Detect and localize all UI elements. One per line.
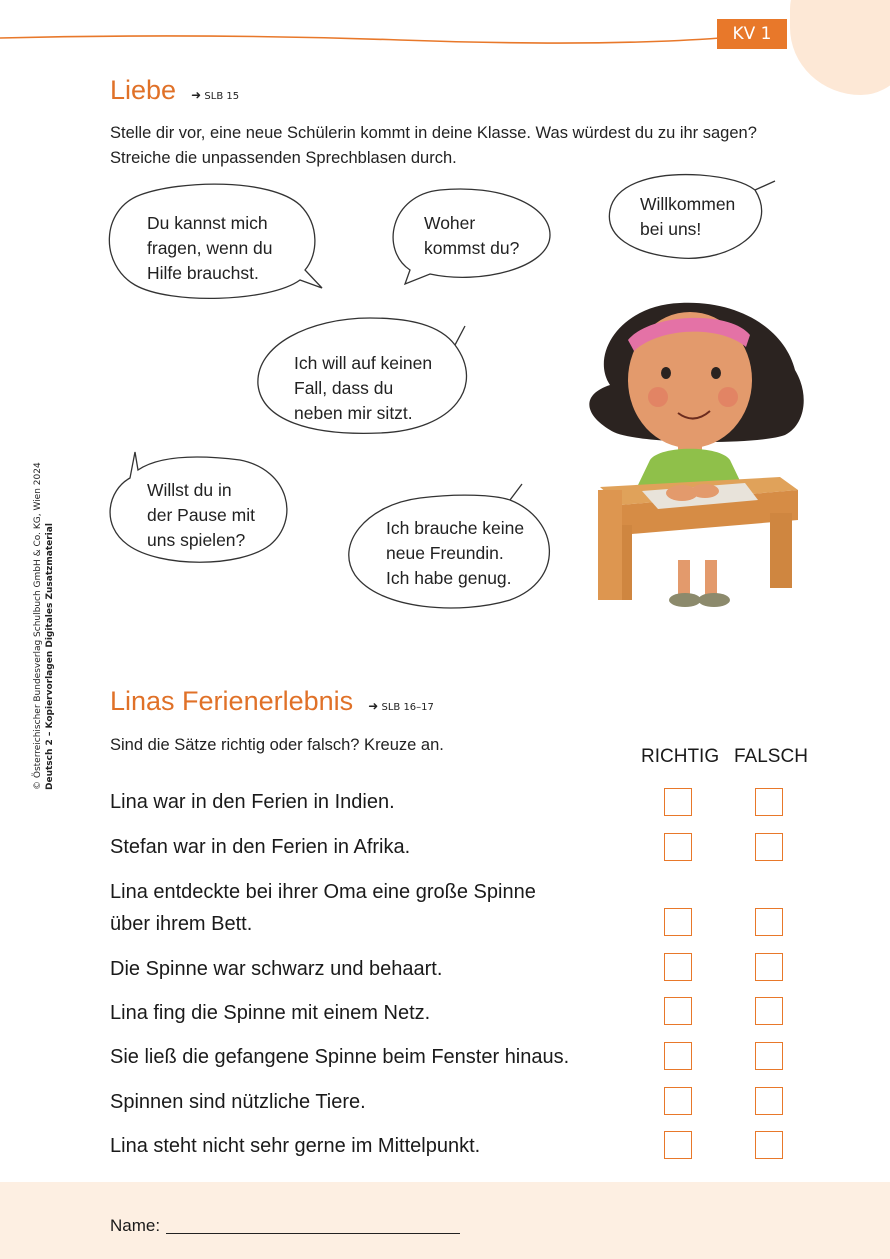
checkbox-richtig-3[interactable] (664, 908, 692, 936)
bubble-line: Ich brauche keine (386, 518, 525, 538)
checkbox-falsch-3[interactable] (755, 908, 783, 936)
statement-line: Die Spinne war schwarz und behaart. (110, 958, 443, 980)
column-header-falsch: FALSCH (734, 746, 808, 767)
column-header-richtig: RICHTIG (641, 746, 720, 767)
statement-line: Spinnen sind nützliche Tiere. (110, 1091, 366, 1113)
girl-at-desk-illustration (570, 295, 830, 625)
checkbox-richtig-5[interactable] (664, 997, 692, 1025)
slb-ref-text: SLB 16–17 (381, 702, 434, 713)
statement-6 (110, 1041, 569, 1073)
checkbox-falsch-8[interactable] (755, 1131, 783, 1159)
statement-5 (110, 997, 430, 1029)
bubble-text-1 (147, 211, 273, 286)
bubble-text-6 (386, 516, 524, 591)
slb-ref-text: SLB 15 (204, 91, 240, 102)
copyright-line: © Österreichischer Bundesverlag Schulbuch GmbH & Co. KG, Wien 2024 (33, 462, 43, 790)
checkbox-richtig-7[interactable] (664, 1087, 692, 1115)
statement-line: Sie ließ die gefangene Spinne beim Fenster hinaus. (110, 1046, 570, 1068)
checkbox-falsch-7[interactable] (755, 1087, 783, 1115)
bubble-line: Willst du in (147, 480, 232, 500)
bubble-line: Du kannst mich (147, 213, 268, 233)
statement-line: Lina entdeckte bei ihrer Oma eine große Spinne (110, 881, 536, 903)
arrow-icon: ➜ (368, 699, 379, 713)
checkbox-falsch-4[interactable] (755, 953, 783, 981)
instruction-3: Sind die Sätze richtig oder falsch? Kreuze an. (110, 736, 444, 754)
section-ferien-heading (110, 686, 434, 717)
checkbox-falsch-6[interactable] (755, 1042, 783, 1070)
checkbox-falsch-1[interactable] (755, 788, 783, 816)
name-label: Name: (110, 1216, 161, 1235)
statement-line: Lina steht nicht sehr gerne im Mittelpunkt. (110, 1135, 481, 1157)
instruction-1: Stelle dir vor, eine neue Schülerin kommt in deine Klasse. Was würdest du zu ihr sagen? (110, 124, 757, 142)
instruction-2: Streiche die unpassenden Sprechblasen durch. (110, 149, 457, 167)
bubble-line: Ich will auf keinen (294, 353, 433, 373)
checkbox-richtig-6[interactable] (664, 1042, 692, 1070)
section-title: Linas Ferienerlebnis (110, 686, 354, 716)
statement-2 (110, 831, 410, 863)
statement-3 (110, 876, 536, 940)
bubble-text-5 (147, 478, 255, 553)
checkbox-richtig-4[interactable] (664, 953, 692, 981)
checkbox-falsch-5[interactable] (755, 997, 783, 1025)
name-input-line[interactable] (166, 1233, 460, 1234)
section-title: Liebe (110, 75, 177, 105)
checkbox-richtig-8[interactable] (664, 1131, 692, 1159)
slb-reference (368, 699, 434, 713)
bubble-line: uns spielen? (147, 530, 246, 550)
arrow-icon: ➜ (191, 88, 202, 102)
bubble-line: bei uns! (640, 219, 702, 239)
bubble-line: neue Freundin. (386, 543, 504, 563)
statement-8 (110, 1130, 480, 1162)
statement-4 (110, 953, 442, 985)
statement-line: über ihrem Bett. (110, 913, 253, 935)
statement-line: Stefan war in den Ferien in Afrika. (110, 836, 411, 858)
bubble-line: Fall, dass du (294, 378, 394, 398)
checkbox-richtig-1[interactable] (664, 788, 692, 816)
bubble-text-3 (640, 192, 735, 242)
bubble-line: Ich habe genug. (386, 568, 512, 588)
statement-7 (110, 1086, 366, 1118)
bubble-line: Hilfe brauchst. (147, 263, 259, 283)
bubble-line: Woher (424, 213, 476, 233)
worksheet-badge: KV 1 (717, 19, 787, 49)
statement-line: Lina fing die Spinne mit einem Netz. (110, 1002, 431, 1024)
checkbox-richtig-2[interactable] (664, 833, 692, 861)
bubble-line: neben mir sitzt. (294, 403, 413, 423)
bubble-line: Willkommen (640, 194, 736, 214)
statement-line: Lina war in den Ferien in Indien. (110, 791, 395, 813)
checkbox-falsch-2[interactable] (755, 833, 783, 861)
statement-1 (110, 786, 395, 818)
bubble-line: kommst du? (424, 238, 520, 258)
bubble-line: der Pause mit (147, 505, 255, 525)
book-title-line: Deutsch 2 – Kopiervorlagen Digitales Zusatzmaterial (45, 523, 55, 790)
bubble-line: fragen, wenn du (147, 238, 273, 258)
bubble-text-4 (294, 351, 432, 426)
bubble-text-2 (424, 211, 519, 261)
